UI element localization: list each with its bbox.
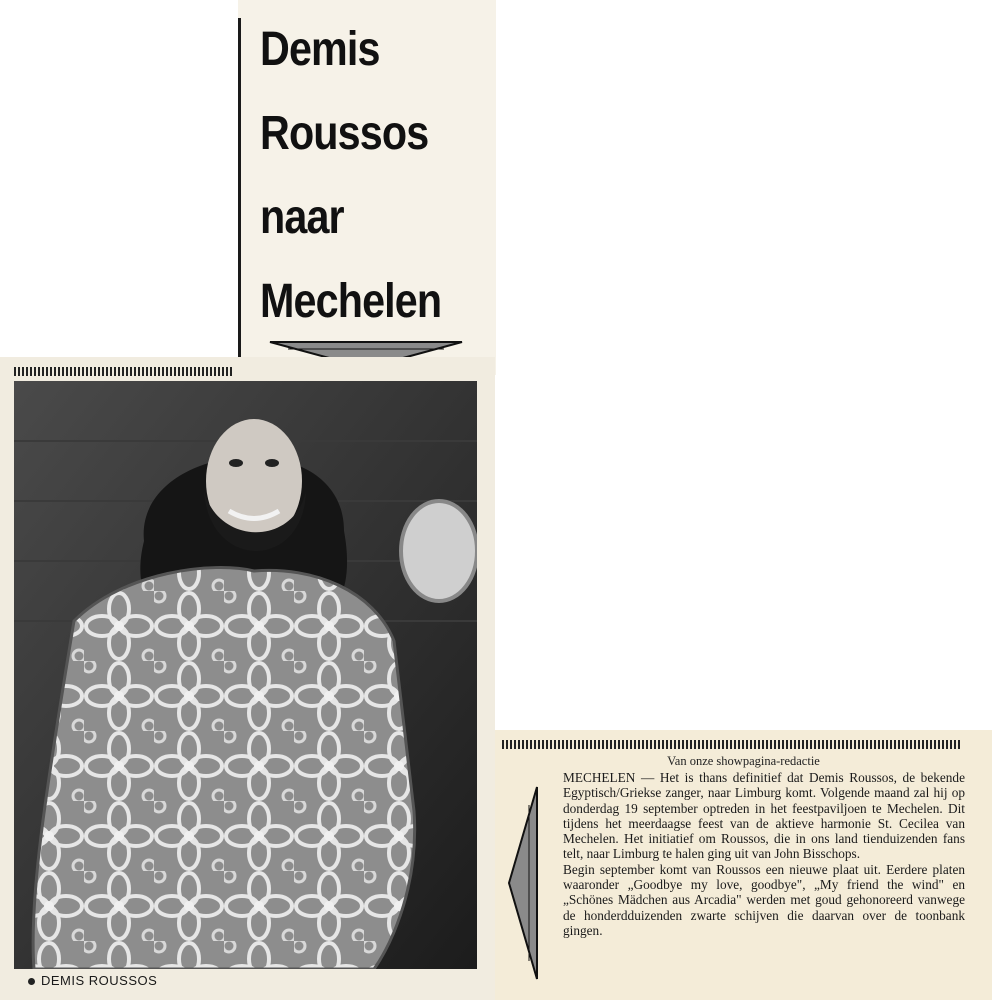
hatched-rule bbox=[502, 740, 962, 749]
article-paragraph-1: MECHELEN — Het is thans definitief dat Demis Roussos, de bekende Egyptisch/Griekse zanger, naar Limburg komt. Volgende maand zal hij op donderdag 19 september optreden in het feestpaviljoen te Mechelen. Dit tijdens het meerdaagse feest van de aktieve harmonie St. Cecilea van Mechelen. Het initiatief om Roussos, die in ons land tienduizenden fans telt, naar Limburg te halen ging uit van John Bisschops. bbox=[563, 770, 965, 862]
headline-line-1: Demis bbox=[260, 23, 380, 76]
article-paragraph-2: Begin september komt van Roussos een nieuwe plaat uit. Eerdere platen waaronder „Goodbye my love, goodbye", „My friend the wind" en „Schönes Mädchen aus Arcadia" werden met goud gehonoreerd vanwege de honderdduizenden zwarte schijven die daarvan over de toonbank gingen. bbox=[563, 861, 965, 938]
photo-caption bbox=[28, 973, 157, 988]
headline-line-2: Roussos bbox=[260, 107, 429, 160]
article-clipping bbox=[495, 730, 992, 1000]
bullet-icon bbox=[28, 978, 35, 985]
headline bbox=[260, 8, 441, 344]
headline-clipping bbox=[238, 0, 496, 375]
portrait-photo bbox=[14, 381, 477, 969]
headline-line-3: naar bbox=[260, 191, 344, 244]
portrait-photo-illustration bbox=[14, 381, 477, 969]
photo-clipping bbox=[0, 357, 495, 1000]
byline: Van onze showpagina-redactie bbox=[667, 754, 820, 768]
vertical-rule bbox=[238, 18, 241, 366]
caption-text: DEMIS ROUSSOS bbox=[41, 973, 158, 988]
hatched-rule bbox=[14, 367, 234, 376]
left-arrow-icon bbox=[507, 785, 539, 981]
article-body bbox=[563, 770, 965, 938]
headline-line-4: Mechelen bbox=[260, 275, 442, 328]
